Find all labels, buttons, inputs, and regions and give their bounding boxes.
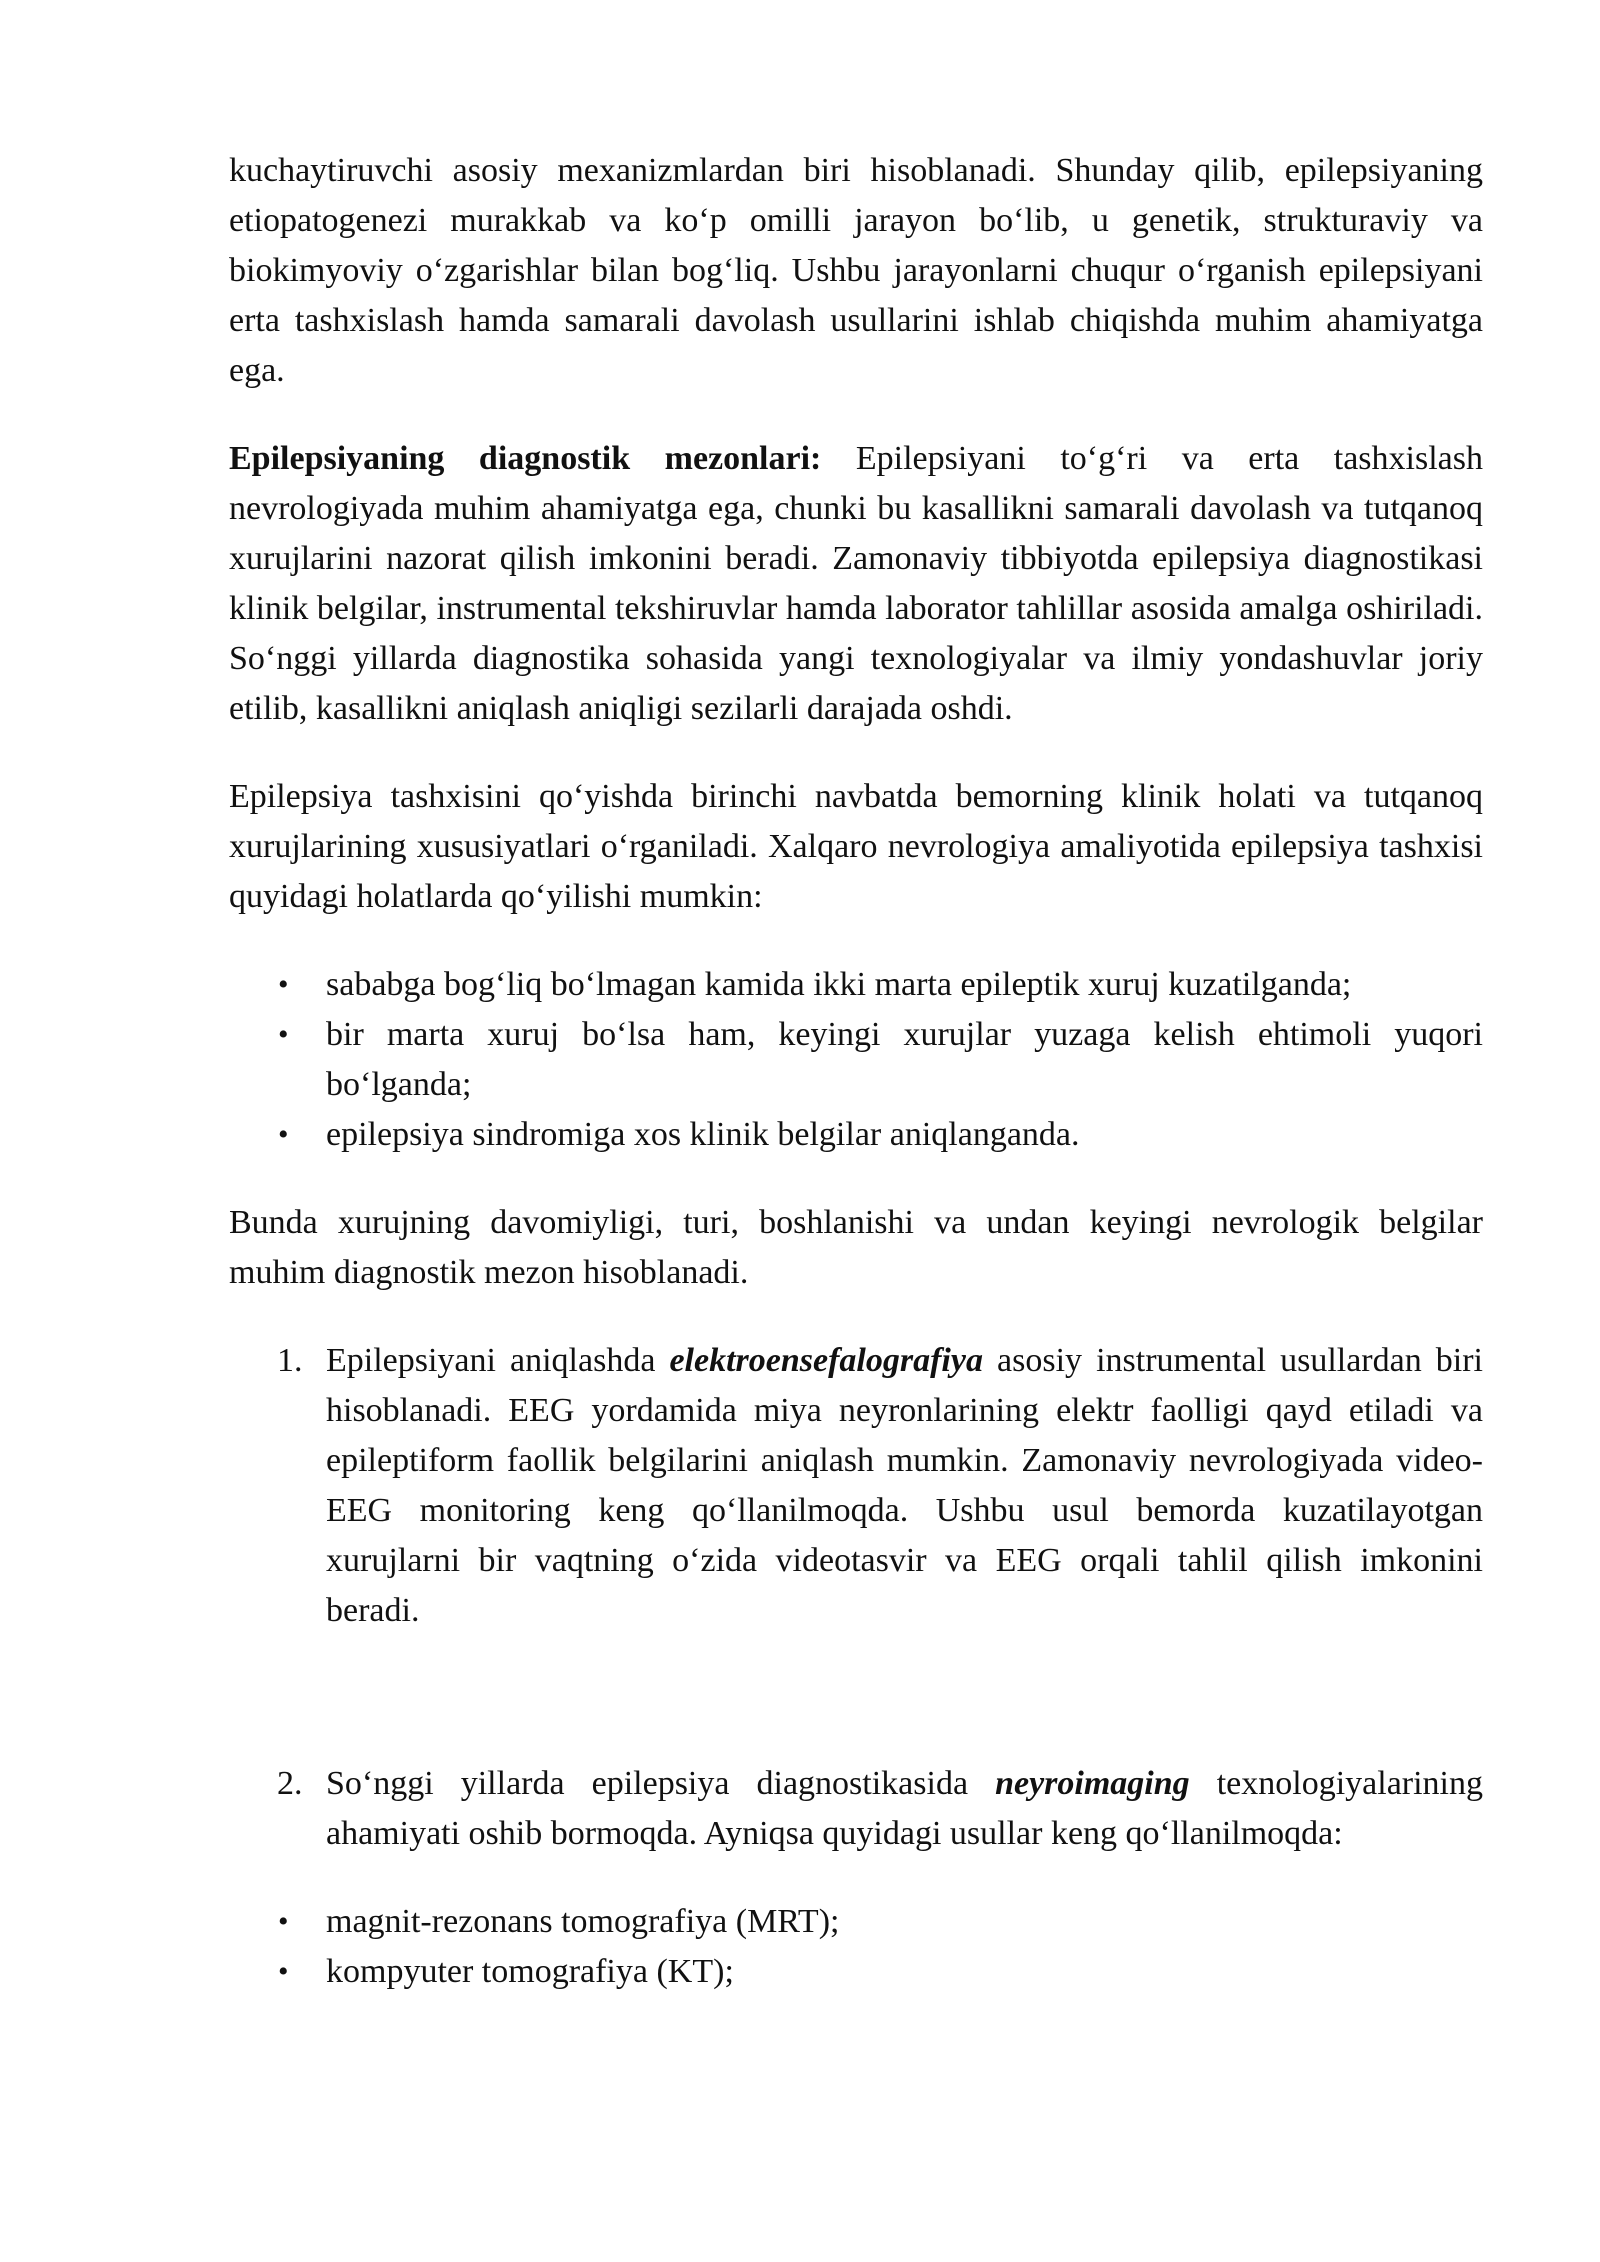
- paragraph-diagnostic-criteria: [229, 434, 1483, 734]
- item-body-text: asosiy instrumental usullardan biri hisoblanadi. EEG yordamida miya neyronlarining elektr faolligi qayd etiladi va epileptiform faollik belgilarini aniqlash mumkin. Zamonaviy nevrologiyada video-EEG monitoring keng qo‘llanilmoqda. Ushbu usul bemorda kuzatilayotgan xurujlarni bir vaqtning o‘zida videotasvir va EEG orqali tahlil qilish imkonini beradi.: [326, 1342, 1483, 1629]
- numbered-list-eeg: [229, 1336, 1483, 1636]
- item-number: 1.: [277, 1342, 303, 1379]
- spacer: [229, 1636, 1483, 1759]
- item-lead-text: So‘nggi yillarda epilepsiya diagnostikasida: [326, 1765, 996, 1802]
- paragraph-etiopathogenesis-summary: kuchaytiruvchi asosiy mexanizmlardan biri hisoblanadi. Shunday qilib, epilepsiyaning etiopatogenezi murakkab va ko‘p omilli jarayon bo‘lib, u genetik, strukturaviy va biokimyoviy o‘zgarishlar bilan bog‘liq. Ushbu jarayonlarni chuqur o‘rganish epilepsiyani erta tashxislash hamda samarali davolash usullarini ishlab chiqishda muhim ahamiyatga ega.: [229, 152, 1483, 389]
- list-item: • kompyuter tomografiya (KT);: [229, 1947, 1483, 1997]
- item-lead-text: Epilepsiyani aniqlashda: [326, 1342, 670, 1379]
- numbered-item-eeg: [229, 1336, 1483, 1636]
- paragraph-diagnosis-conditions-intro: Epilepsiya tashxisini qo‘yishda birinchi navbatda bemorning klinik holati va tutqanoq xurujlarining xususiyatlari o‘rganiladi. Xalqaro nevrologiya amaliyotida epilepsiya tashxisi quyidagi holatlarda qo‘yilishi mumkin:: [229, 778, 1483, 915]
- list-item: • magnit-rezonans tomografiya (MRT);: [229, 1897, 1483, 1947]
- numbered-item-neuroimaging: [229, 1759, 1483, 1859]
- item-body-text: texnologiyalarining ahamiyati oshib bormoqda. Ayniqsa quyidagi usullar keng qo‘llanilmoqda:: [326, 1765, 1483, 1852]
- item-key-term: neyroimaging: [995, 1765, 1190, 1802]
- list-item: • bir marta xuruj bo‘lsa ham, keyingi xurujlar yuzaga kelish ehtimoli yuqori bo‘lganda;: [229, 1010, 1483, 1110]
- paragraph-diagnostic-signs: Bunda xurujning davomiyligi, turi, boshlanishi va undan keyingi nevrologik belgilar muhim diagnostik mezon hisoblanadi.: [229, 1204, 1483, 1291]
- list-item: • sababga bog‘liq bo‘lmagan kamida ikki marta epileptik xuruj kuzatilganda;: [229, 960, 1483, 1010]
- imaging-bullet-list: [229, 1897, 1483, 1997]
- item-key-term: elektroensefalografiya: [669, 1342, 983, 1379]
- criteria-bullet-list: [229, 960, 1483, 1160]
- paragraph-diagnostic-criteria-body: Epilepsiyani to‘g‘ri va erta tashxislash nevrologiyada muhim ahamiyatga ega, chunki bu kasallikni samarali davolash va tutqanoq xurujlarini nazorat qilish imkonini beradi. Zamonaviy tibbiyotda epilepsiya diagnostikasi klinik belgilar, instrumental tekshiruvlar hamda laborator tahlillar asosida amalga oshiriladi. So‘nggi yillarda diagnostika sohasida yangi texnologiyalar va ilmiy yondashuvlar joriy etilib, kasallikni aniqlash aniqligi sezilarli darajada oshdi.: [229, 440, 1483, 727]
- section-heading-diagnostic-criteria: Epilepsiyaning diagnostik mezonlari:: [229, 440, 822, 477]
- numbered-list-neuroimaging: [229, 1759, 1483, 1859]
- document-page: [229, 146, 1483, 2035]
- list-item: • epilepsiya sindromiga xos klinik belgilar aniqlanganda.: [229, 1110, 1483, 1160]
- item-number: 2.: [277, 1765, 303, 1802]
